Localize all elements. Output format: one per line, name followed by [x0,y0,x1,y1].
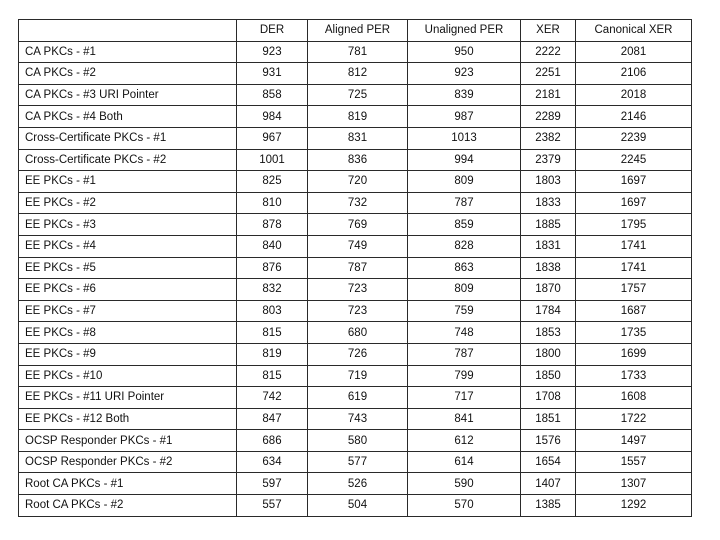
cell-canonical-xer: 1699 [576,343,692,365]
cell-canonical-xer: 1795 [576,214,692,236]
cell-unaligned-per: 612 [408,430,521,452]
cell-canonical-xer: 1697 [576,171,692,193]
cell-aligned-per: 812 [308,63,408,85]
table-row [19,387,692,409]
cell-aligned-per: 831 [308,127,408,149]
cell-canonical-xer: 1307 [576,473,692,495]
cell-canonical-xer: 1757 [576,279,692,301]
cell-unaligned-per: 828 [408,235,521,257]
cell-xer: 1576 [521,430,576,452]
row-label-cell: Cross-Certificate PKCs - #2 [19,149,237,171]
cell-xer: 1838 [521,257,576,279]
cell-canonical-xer: 1735 [576,322,692,344]
cell-xer: 2382 [521,127,576,149]
cell-canonical-xer: 2018 [576,84,692,106]
cell-aligned-per: 526 [308,473,408,495]
cell-xer: 1708 [521,387,576,409]
header-cell-aligned-per: Aligned PER [308,20,408,42]
cell-xer: 1385 [521,495,576,517]
cell-unaligned-per: 787 [408,192,521,214]
cell-der: 858 [237,84,308,106]
header-row [19,20,692,42]
cell-canonical-xer: 1608 [576,387,692,409]
table-row [19,473,692,495]
cell-xer: 1654 [521,451,576,473]
cell-xer: 1833 [521,192,576,214]
row-label-cell: EE PKCs - #7 [19,300,237,322]
cell-unaligned-per: 759 [408,300,521,322]
table-row [19,495,692,517]
cell-der: 557 [237,495,308,517]
cell-der: 847 [237,408,308,430]
row-label-cell: EE PKCs - #8 [19,322,237,344]
table-row [19,127,692,149]
cell-der: 878 [237,214,308,236]
cell-canonical-xer: 2245 [576,149,692,171]
cell-xer: 2222 [521,41,576,63]
row-label-cell: EE PKCs - #1 [19,171,237,193]
cell-aligned-per: 726 [308,343,408,365]
cell-canonical-xer: 1687 [576,300,692,322]
cell-aligned-per: 723 [308,300,408,322]
cell-aligned-per: 836 [308,149,408,171]
cell-canonical-xer: 1497 [576,430,692,452]
cell-aligned-per: 680 [308,322,408,344]
row-label-cell: OCSP Responder PKCs - #1 [19,430,237,452]
cell-xer: 1853 [521,322,576,344]
header-cell-unaligned-per: Unaligned PER [408,20,521,42]
row-label-cell: Cross-Certificate PKCs - #1 [19,127,237,149]
row-label-cell: Root CA PKCs - #1 [19,473,237,495]
cell-der: 931 [237,63,308,85]
row-label-cell: EE PKCs - #9 [19,343,237,365]
cell-xer: 2251 [521,63,576,85]
row-label-cell: CA PKCs - #3 URI Pointer [19,84,237,106]
table-row [19,451,692,473]
table-row [19,214,692,236]
header-cell-label [19,20,237,42]
cell-der: 832 [237,279,308,301]
header-cell-xer: XER [521,20,576,42]
cell-unaligned-per: 809 [408,171,521,193]
row-label-cell: EE PKCs - #5 [19,257,237,279]
cell-xer: 1870 [521,279,576,301]
cell-canonical-xer: 1741 [576,257,692,279]
cell-canonical-xer: 2146 [576,106,692,128]
table-row [19,430,692,452]
cell-unaligned-per: 987 [408,106,521,128]
cell-canonical-xer: 1722 [576,408,692,430]
encoding-size-table [18,19,692,517]
table-row [19,63,692,85]
row-label-cell: Root CA PKCs - #2 [19,495,237,517]
cell-aligned-per: 749 [308,235,408,257]
cell-der: 810 [237,192,308,214]
row-label-cell: CA PKCs - #4 Both [19,106,237,128]
cell-unaligned-per: 950 [408,41,521,63]
row-label-cell: CA PKCs - #2 [19,63,237,85]
cell-unaligned-per: 809 [408,279,521,301]
cell-der: 815 [237,365,308,387]
cell-xer: 2379 [521,149,576,171]
cell-canonical-xer: 2081 [576,41,692,63]
cell-aligned-per: 577 [308,451,408,473]
cell-xer: 1803 [521,171,576,193]
cell-canonical-xer: 1733 [576,365,692,387]
table-row [19,257,692,279]
cell-der: 923 [237,41,308,63]
cell-der: 825 [237,171,308,193]
cell-der: 840 [237,235,308,257]
cell-aligned-per: 743 [308,408,408,430]
cell-der: 876 [237,257,308,279]
cell-xer: 1851 [521,408,576,430]
row-label-cell: EE PKCs - #11 URI Pointer [19,387,237,409]
cell-der: 597 [237,473,308,495]
cell-der: 686 [237,430,308,452]
cell-aligned-per: 725 [308,84,408,106]
table-row [19,408,692,430]
cell-xer: 2289 [521,106,576,128]
cell-aligned-per: 781 [308,41,408,63]
cell-der: 819 [237,343,308,365]
cell-unaligned-per: 863 [408,257,521,279]
table-row [19,149,692,171]
row-label-cell: EE PKCs - #10 [19,365,237,387]
cell-unaligned-per: 614 [408,451,521,473]
cell-der: 634 [237,451,308,473]
cell-xer: 1407 [521,473,576,495]
row-label-cell: EE PKCs - #12 Both [19,408,237,430]
cell-xer: 1850 [521,365,576,387]
cell-aligned-per: 787 [308,257,408,279]
cell-unaligned-per: 787 [408,343,521,365]
cell-xer: 1885 [521,214,576,236]
table-row [19,171,692,193]
table-row [19,322,692,344]
table-row [19,300,692,322]
header-cell-der: DER [237,20,308,42]
cell-der: 967 [237,127,308,149]
table-row [19,365,692,387]
cell-unaligned-per: 923 [408,63,521,85]
table-row [19,192,692,214]
table-row [19,235,692,257]
cell-aligned-per: 719 [308,365,408,387]
cell-unaligned-per: 1013 [408,127,521,149]
table-body [19,41,692,516]
cell-unaligned-per: 570 [408,495,521,517]
cell-xer: 1800 [521,343,576,365]
row-label-cell: EE PKCs - #4 [19,235,237,257]
cell-aligned-per: 720 [308,171,408,193]
cell-unaligned-per: 748 [408,322,521,344]
cell-unaligned-per: 717 [408,387,521,409]
cell-aligned-per: 819 [308,106,408,128]
cell-der: 984 [237,106,308,128]
cell-unaligned-per: 590 [408,473,521,495]
row-label-cell: CA PKCs - #1 [19,41,237,63]
row-label-cell: OCSP Responder PKCs - #2 [19,451,237,473]
cell-xer: 1784 [521,300,576,322]
cell-canonical-xer: 1697 [576,192,692,214]
cell-der: 803 [237,300,308,322]
cell-aligned-per: 619 [308,387,408,409]
cell-der: 742 [237,387,308,409]
cell-xer: 1831 [521,235,576,257]
table-row [19,279,692,301]
cell-unaligned-per: 839 [408,84,521,106]
cell-canonical-xer: 1741 [576,235,692,257]
header-cell-canonical-xer: Canonical XER [576,20,692,42]
cell-der: 1001 [237,149,308,171]
cell-unaligned-per: 994 [408,149,521,171]
cell-canonical-xer: 1292 [576,495,692,517]
cell-aligned-per: 504 [308,495,408,517]
cell-unaligned-per: 799 [408,365,521,387]
row-label-cell: EE PKCs - #2 [19,192,237,214]
cell-aligned-per: 769 [308,214,408,236]
cell-der: 815 [237,322,308,344]
table-row [19,343,692,365]
cell-aligned-per: 723 [308,279,408,301]
cell-aligned-per: 580 [308,430,408,452]
cell-aligned-per: 732 [308,192,408,214]
cell-canonical-xer: 1557 [576,451,692,473]
table-row [19,41,692,63]
cell-unaligned-per: 841 [408,408,521,430]
row-label-cell: EE PKCs - #6 [19,279,237,301]
cell-xer: 2181 [521,84,576,106]
cell-canonical-xer: 2239 [576,127,692,149]
table-row [19,84,692,106]
cell-canonical-xer: 2106 [576,63,692,85]
cell-unaligned-per: 859 [408,214,521,236]
table-row [19,106,692,128]
row-label-cell: EE PKCs - #3 [19,214,237,236]
